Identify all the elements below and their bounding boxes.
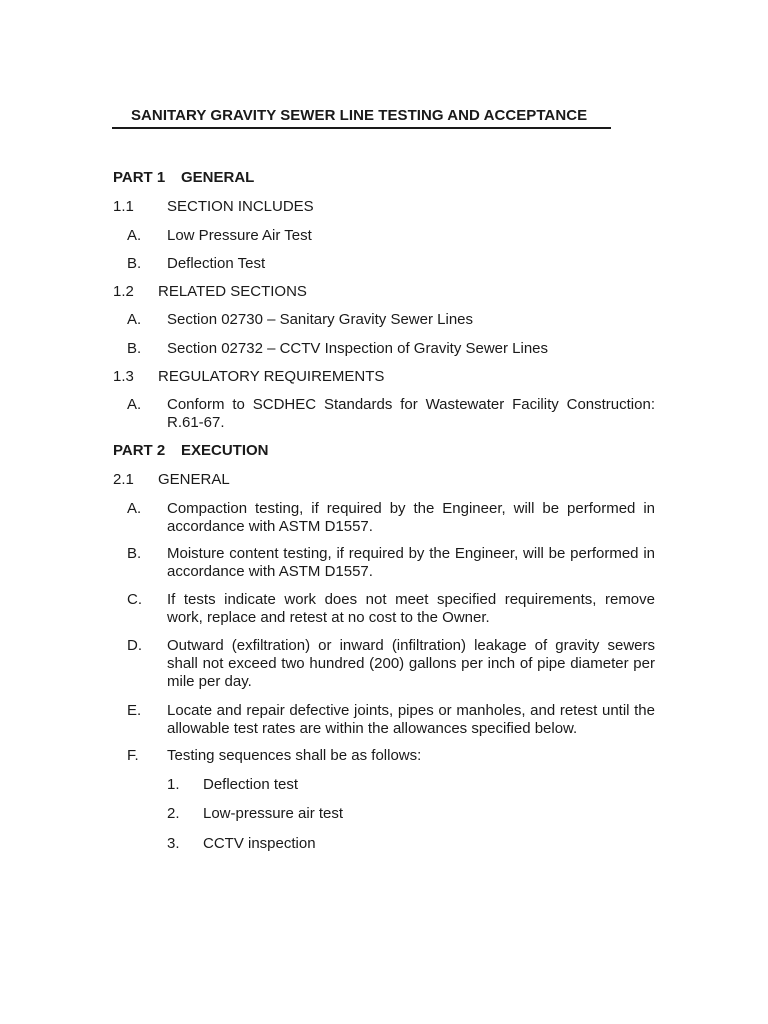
title-underline <box>112 127 611 129</box>
sequence-item-3-number: 3. <box>167 835 180 852</box>
item-1-3-a-text: Conform to SCDHEC Standards for Wastewater Facility Construction: R.61-67. <box>167 396 655 431</box>
section-2-1-number: 2.1 <box>113 471 134 488</box>
item-2-1-a-text: Compaction testing, if required by the Engineer, will be performed in accordance with ASTM D1557. <box>167 500 655 535</box>
item-2-1-b-letter: B. <box>127 545 142 562</box>
item-1-2-a-letter: A. <box>127 311 142 328</box>
item-1-1-b-text: Deflection Test <box>167 255 266 272</box>
item-2-1-d-text: Outward (exfiltration) or inward (infiltration) leakage of gravity sewers shall not exceed two hundred (200) gallons per inch of pipe diameter per mile per day. <box>167 637 655 690</box>
part2-number: PART 2 <box>113 442 166 459</box>
section-1-2-number: 1.2 <box>113 283 134 300</box>
item-2-1-d-letter: D. <box>127 637 142 654</box>
item-1-1-b-letter: B. <box>127 255 142 272</box>
section-1-1-number: 1.1 <box>113 198 134 215</box>
section-1-3-number: 1.3 <box>113 368 134 385</box>
part2-name: EXECUTION <box>181 442 269 459</box>
section-2-1-heading: GENERAL <box>158 471 230 488</box>
item-1-1-a-letter: A. <box>127 227 142 244</box>
item-1-2-a-text: Section 02730 – Sanitary Gravity Sewer Lines <box>167 311 473 328</box>
item-1-2-b-text: Section 02732 – CCTV Inspection of Gravity Sewer Lines <box>167 340 549 357</box>
item-1-3-a-letter: A. <box>127 396 142 413</box>
item-2-1-f-text: Testing sequences shall be as follows: <box>167 747 422 764</box>
sequence-item-2-text: Low-pressure air test <box>203 805 344 822</box>
part1-name: GENERAL <box>181 169 255 186</box>
item-2-1-c-letter: C. <box>127 591 142 608</box>
section-1-2-heading: RELATED SECTIONS <box>158 283 307 300</box>
part1-number: PART 1 <box>113 169 166 186</box>
item-1-2-b-letter: B. <box>127 340 142 357</box>
item-2-1-c-text: If tests indicate work does not meet specified requirements, remove work, replace and retest at no cost to the Owner. <box>167 591 655 626</box>
document-title: SANITARY GRAVITY SEWER LINE TESTING AND ACCEPTANCE <box>131 107 588 124</box>
item-2-1-e-letter: E. <box>127 702 142 719</box>
item-2-1-e-text: Locate and repair defective joints, pipes or manholes, and retest until the allowable test rates are within the allowances specified below. <box>167 702 655 737</box>
item-2-1-f-letter: F. <box>127 747 139 764</box>
sequence-item-1-number: 1. <box>167 776 180 793</box>
section-1-3-heading: REGULATORY REQUIREMENTS <box>158 368 385 385</box>
section-1-1-heading: SECTION INCLUDES <box>167 198 314 215</box>
item-1-1-a-text: Low Pressure Air Test <box>167 227 312 244</box>
item-2-1-a-letter: A. <box>127 500 142 517</box>
sequence-item-1-text: Deflection test <box>203 776 299 793</box>
sequence-item-2-number: 2. <box>167 805 180 822</box>
sequence-item-3-text: CCTV inspection <box>203 835 316 852</box>
item-2-1-b-text: Moisture content testing, if required by the Engineer, will be performed in accordance with ASTM D1557. <box>167 545 655 580</box>
